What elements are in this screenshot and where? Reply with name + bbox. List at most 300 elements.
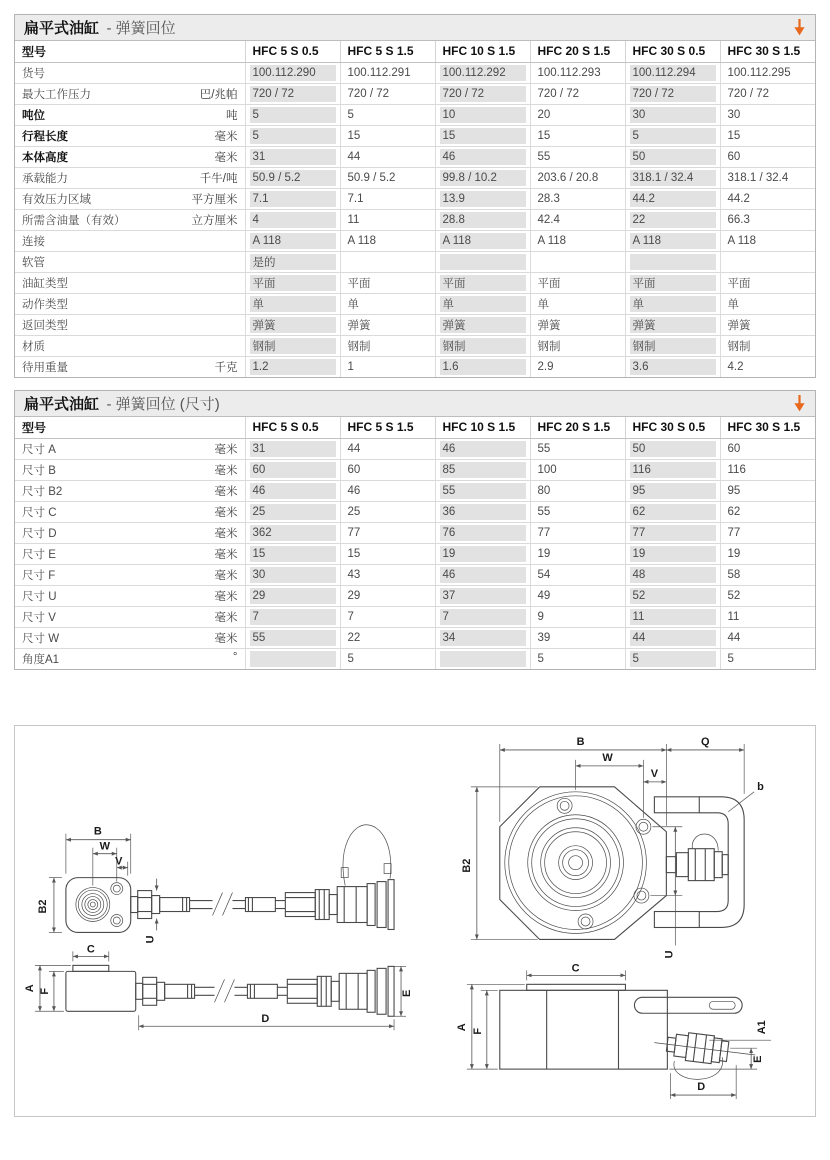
column-header: HFC 30 S 0.5 <box>625 417 720 438</box>
large-side-view-drawing <box>456 962 771 1099</box>
value-cell: 单 <box>340 293 435 314</box>
download-arrow-icon[interactable] <box>792 395 807 412</box>
value-cell: 50.9 / 5.2 <box>245 167 340 188</box>
dim-label-v: V <box>650 767 659 780</box>
row-label: 吨位 <box>22 109 45 122</box>
row-label: 承载能力 <box>22 172 68 185</box>
row-label-cell <box>15 209 245 230</box>
value-cell: 60 <box>245 459 340 480</box>
dim-label-w: W <box>602 751 613 764</box>
value-cell: 31 <box>245 438 340 459</box>
value-cell: A 118 <box>435 230 530 251</box>
column-header: HFC 5 S 0.5 <box>245 417 340 438</box>
spec-table-section <box>14 14 816 378</box>
value-cell: 10 <box>435 104 530 125</box>
value-cell: 7.1 <box>245 188 340 209</box>
row-label: 最大工作压力 <box>22 88 91 101</box>
dim-label-q: Q <box>700 735 710 748</box>
row-label-cell <box>15 272 245 293</box>
value-cell: 25 <box>340 501 435 522</box>
value-cell: 720 / 72 <box>340 83 435 104</box>
value-cell <box>720 251 815 272</box>
row-label: 返回类型 <box>22 319 68 332</box>
value-cell: 弹簧 <box>720 314 815 335</box>
column-header: HFC 30 S 0.5 <box>625 41 720 62</box>
value-cell: 318.1 / 32.4 <box>625 167 720 188</box>
side-view-with-hose-drawing <box>24 943 413 1030</box>
row-unit: 千克 <box>214 361 238 374</box>
value-cell: 54 <box>530 564 625 585</box>
value-cell: 55 <box>435 480 530 501</box>
table-row <box>15 125 815 146</box>
value-cell: 60 <box>720 438 815 459</box>
value-cell <box>625 251 720 272</box>
column-header: HFC 10 S 1.5 <box>435 417 530 438</box>
dimensions-table-section <box>14 390 816 670</box>
row-label-cell <box>15 83 245 104</box>
value-cell: 29 <box>245 585 340 606</box>
row-label: 连接 <box>22 235 45 248</box>
row-unit: 毫米 <box>214 485 238 498</box>
dim-label-d: D <box>697 1081 706 1094</box>
value-cell: 25 <box>245 501 340 522</box>
row-unit: ° <box>232 650 238 663</box>
value-cell <box>245 648 340 669</box>
table-row <box>15 167 815 188</box>
dim-label-d: D <box>261 1013 270 1026</box>
row-label: 材质 <box>22 340 45 353</box>
table-row <box>15 627 815 648</box>
row-label: 尺寸 B <box>22 464 56 477</box>
value-cell: 46 <box>435 564 530 585</box>
table-row <box>15 648 815 669</box>
table-row <box>15 501 815 522</box>
value-cell: 49 <box>530 585 625 606</box>
value-cell: 弹簧 <box>435 314 530 335</box>
value-cell: 5 <box>340 104 435 125</box>
row-unit: 毫米 <box>214 443 238 456</box>
table-title-main: 扁平式油缸 <box>24 396 100 413</box>
row-label-cell <box>15 522 245 543</box>
row-label: 尺寸 V <box>22 611 56 624</box>
table-row <box>15 293 815 314</box>
table-row <box>15 459 815 480</box>
column-header: HFC 5 S 1.5 <box>340 417 435 438</box>
dim-label-f: F <box>471 1027 484 1035</box>
value-cell: 77 <box>720 522 815 543</box>
value-cell: 5 <box>625 648 720 669</box>
value-cell: 15 <box>340 543 435 564</box>
value-cell: 弹簧 <box>245 314 340 335</box>
table-title <box>24 17 176 38</box>
large-front-view-drawing <box>461 736 764 958</box>
column-header: HFC 20 S 1.5 <box>530 41 625 62</box>
table-row <box>15 335 815 356</box>
row-unit: 毫米 <box>214 632 238 645</box>
column-header: HFC 20 S 1.5 <box>530 417 625 438</box>
row-unit: 毫米 <box>214 611 238 624</box>
value-cell: 11 <box>720 606 815 627</box>
value-cell: 48 <box>625 564 720 585</box>
value-cell: 720 / 72 <box>720 83 815 104</box>
table-row <box>15 585 815 606</box>
value-cell: 5 <box>625 125 720 146</box>
value-cell: 15 <box>245 543 340 564</box>
value-cell: 60 <box>340 459 435 480</box>
value-cell: 28.3 <box>530 188 625 209</box>
dim-label-c: C <box>86 943 95 956</box>
value-cell: 46 <box>340 480 435 501</box>
value-cell: 11 <box>340 209 435 230</box>
column-header: HFC 5 S 1.5 <box>340 41 435 62</box>
value-cell: 39 <box>530 627 625 648</box>
value-cell: 85 <box>435 459 530 480</box>
column-header: HFC 30 S 1.5 <box>720 41 815 62</box>
table-row <box>15 104 815 125</box>
value-cell: 95 <box>625 480 720 501</box>
value-cell: 50 <box>625 146 720 167</box>
spec-table <box>15 41 815 377</box>
value-cell: 44.2 <box>720 188 815 209</box>
table-row <box>15 522 815 543</box>
table-row <box>15 83 815 104</box>
value-cell: 34 <box>435 627 530 648</box>
table-row <box>15 606 815 627</box>
value-cell: 5 <box>245 104 340 125</box>
value-cell: 平面 <box>245 272 340 293</box>
row-label: 尺寸 W <box>22 632 60 645</box>
value-cell: 100.112.291 <box>340 62 435 83</box>
value-cell: 19 <box>435 543 530 564</box>
value-cell: 100.112.292 <box>435 62 530 83</box>
value-cell: 362 <box>245 522 340 543</box>
value-cell: 弹簧 <box>625 314 720 335</box>
value-cell <box>530 251 625 272</box>
value-cell: 77 <box>625 522 720 543</box>
table-row <box>15 146 815 167</box>
dim-label-w: W <box>99 840 110 853</box>
column-header-row <box>15 41 815 62</box>
row-label: 尺寸 U <box>22 590 57 603</box>
table-row <box>15 564 815 585</box>
value-cell: 5 <box>530 648 625 669</box>
row-unit: 毫米 <box>214 590 238 603</box>
value-cell: 钢制 <box>530 335 625 356</box>
value-cell: 62 <box>625 501 720 522</box>
value-cell: 19 <box>720 543 815 564</box>
row-unit: 毫米 <box>214 151 238 164</box>
dim-label-a: A <box>455 1023 468 1032</box>
value-cell: A 118 <box>245 230 340 251</box>
table-row <box>15 272 815 293</box>
value-cell: 720 / 72 <box>435 83 530 104</box>
value-cell: 1.2 <box>245 356 340 377</box>
row-label-cell <box>15 564 245 585</box>
value-cell: 55 <box>530 501 625 522</box>
value-cell: 22 <box>625 209 720 230</box>
row-unit: 毫米 <box>214 527 238 540</box>
value-cell: 100.112.294 <box>625 62 720 83</box>
dim-label-a: A <box>23 984 36 993</box>
value-cell: 44 <box>340 146 435 167</box>
row-label: 角度A1 <box>22 653 60 666</box>
value-cell: 平面 <box>435 272 530 293</box>
row-label: 有效压力区域 <box>22 193 91 206</box>
row-unit: 千牛/吨 <box>199 172 238 185</box>
value-cell: 66.3 <box>720 209 815 230</box>
value-cell: 42.4 <box>530 209 625 230</box>
dim-label-c: C <box>571 962 580 975</box>
value-cell: 29 <box>340 585 435 606</box>
row-label: 软管 <box>22 256 45 269</box>
value-cell: 单 <box>245 293 340 314</box>
dim-label-v: V <box>115 855 123 868</box>
value-cell: 99.8 / 10.2 <box>435 167 530 188</box>
row-label: 尺寸 C <box>22 506 57 519</box>
row-label: 油缸类型 <box>22 277 68 290</box>
technical-drawings <box>15 726 815 1116</box>
value-cell: 52 <box>720 585 815 606</box>
value-cell: 76 <box>435 522 530 543</box>
value-cell: 30 <box>625 104 720 125</box>
table-row <box>15 251 815 272</box>
value-cell: 52 <box>625 585 720 606</box>
value-cell: 44.2 <box>625 188 720 209</box>
row-label: 尺寸 F <box>22 569 56 582</box>
column-header-row <box>15 417 815 438</box>
value-cell: 15 <box>530 125 625 146</box>
value-cell: A 118 <box>530 230 625 251</box>
value-cell: 钢制 <box>245 335 340 356</box>
row-label-cell <box>15 146 245 167</box>
row-label-cell <box>15 356 245 377</box>
table-title-sub: - 弹簧回位 <box>106 20 176 37</box>
row-label-cell <box>15 585 245 606</box>
value-cell: 50 <box>625 438 720 459</box>
value-cell: 62 <box>720 501 815 522</box>
technical-drawings-panel <box>14 725 816 1117</box>
value-cell: 单 <box>720 293 815 314</box>
value-cell: 80 <box>530 480 625 501</box>
row-label-cell <box>15 543 245 564</box>
value-cell: 20 <box>530 104 625 125</box>
value-cell: 720 / 72 <box>530 83 625 104</box>
dim-label-e: E <box>401 989 414 997</box>
value-cell: 77 <box>340 522 435 543</box>
column-header: HFC 10 S 1.5 <box>435 41 530 62</box>
row-label: 尺寸 A <box>22 443 56 456</box>
table-title-bar <box>15 15 815 41</box>
row-unit: 毫米 <box>214 548 238 561</box>
row-unit: 毫米 <box>214 130 238 143</box>
value-cell: 30 <box>720 104 815 125</box>
value-cell: 203.6 / 20.8 <box>530 167 625 188</box>
row-label: 待用重量 <box>22 361 68 374</box>
value-cell: 1 <box>340 356 435 377</box>
value-cell: 15 <box>720 125 815 146</box>
value-cell: 7 <box>435 606 530 627</box>
row-label: 动作类型 <box>22 298 68 311</box>
value-cell: 43 <box>340 564 435 585</box>
value-cell: 是的 <box>245 251 340 272</box>
table-title <box>24 393 220 414</box>
table-row <box>15 188 815 209</box>
value-cell: 4.2 <box>720 356 815 377</box>
value-cell: 15 <box>340 125 435 146</box>
row-label-cell <box>15 335 245 356</box>
row-label-cell <box>15 251 245 272</box>
row-label-cell <box>15 501 245 522</box>
value-cell: 116 <box>720 459 815 480</box>
value-cell: 5 <box>245 125 340 146</box>
value-cell: 平面 <box>625 272 720 293</box>
value-cell: A 118 <box>720 230 815 251</box>
value-cell: 318.1 / 32.4 <box>720 167 815 188</box>
row-unit: 吨 <box>226 109 238 122</box>
value-cell: 100 <box>530 459 625 480</box>
value-cell: 钢制 <box>625 335 720 356</box>
column-header-model: 型号 <box>15 41 245 62</box>
value-cell: 5 <box>340 648 435 669</box>
value-cell <box>435 251 530 272</box>
row-label: 货号 <box>22 67 45 80</box>
value-cell: 平面 <box>720 272 815 293</box>
value-cell: A 118 <box>625 230 720 251</box>
value-cell: 44 <box>720 627 815 648</box>
handle-leader-label: b <box>757 780 764 793</box>
column-header: HFC 5 S 0.5 <box>245 41 340 62</box>
column-header-model: 型号 <box>15 417 245 438</box>
value-cell: 95 <box>720 480 815 501</box>
value-cell: 7.1 <box>340 188 435 209</box>
value-cell: 单 <box>625 293 720 314</box>
value-cell: 4 <box>245 209 340 230</box>
value-cell: 37 <box>435 585 530 606</box>
value-cell: 19 <box>530 543 625 564</box>
row-label-cell <box>15 314 245 335</box>
row-label: 尺寸 D <box>22 527 57 540</box>
value-cell: 单 <box>530 293 625 314</box>
value-cell: 46 <box>245 480 340 501</box>
row-label-cell <box>15 167 245 188</box>
dim-label-e: E <box>752 1055 765 1063</box>
value-cell: 50.9 / 5.2 <box>340 167 435 188</box>
row-label: 尺寸 B2 <box>22 485 63 498</box>
value-cell: 116 <box>625 459 720 480</box>
value-cell: 19 <box>625 543 720 564</box>
table-row <box>15 314 815 335</box>
row-label-cell <box>15 459 245 480</box>
dim-label-f: F <box>38 987 51 995</box>
table-row <box>15 356 815 377</box>
value-cell: 720 / 72 <box>245 83 340 104</box>
table-row <box>15 480 815 501</box>
value-cell: 77 <box>530 522 625 543</box>
table-title-main: 扁平式油缸 <box>24 20 100 37</box>
value-cell: 36 <box>435 501 530 522</box>
value-cell: 15 <box>435 125 530 146</box>
value-cell: 31 <box>245 146 340 167</box>
row-label-cell <box>15 627 245 648</box>
row-unit: 毫米 <box>214 506 238 519</box>
row-label: 行程长度 <box>22 130 68 143</box>
value-cell: 46 <box>435 438 530 459</box>
row-unit: 立方厘米 <box>191 214 238 227</box>
value-cell: 弹簧 <box>530 314 625 335</box>
value-cell: 720 / 72 <box>625 83 720 104</box>
value-cell: 58 <box>720 564 815 585</box>
front-view-with-hose-drawing <box>37 825 394 944</box>
value-cell: 2.9 <box>530 356 625 377</box>
value-cell: 11 <box>625 606 720 627</box>
value-cell: 46 <box>435 146 530 167</box>
table-title-sub: - 弹簧回位 (尺寸) <box>106 396 220 413</box>
value-cell: 3.6 <box>625 356 720 377</box>
value-cell: 钢制 <box>720 335 815 356</box>
dim-label-b: B <box>576 735 585 748</box>
value-cell: 7 <box>340 606 435 627</box>
table-row <box>15 209 815 230</box>
row-label-cell <box>15 125 245 146</box>
column-header: HFC 30 S 1.5 <box>720 417 815 438</box>
row-unit: 毫米 <box>214 569 238 582</box>
row-label-cell <box>15 230 245 251</box>
dim-label-b2: B2 <box>460 858 473 873</box>
value-cell: 钢制 <box>435 335 530 356</box>
dim-label-u: U <box>663 950 676 959</box>
table-row <box>15 62 815 83</box>
value-cell: 55 <box>245 627 340 648</box>
value-cell: 100.112.295 <box>720 62 815 83</box>
row-label-cell <box>15 188 245 209</box>
value-cell: 平面 <box>530 272 625 293</box>
row-label-cell <box>15 62 245 83</box>
value-cell: 9 <box>530 606 625 627</box>
dim-label-b: B <box>93 825 102 838</box>
value-cell: 钢制 <box>340 335 435 356</box>
table-row <box>15 438 815 459</box>
row-label: 所需含油量（有效） <box>22 214 126 227</box>
row-label-cell <box>15 104 245 125</box>
value-cell: 13.9 <box>435 188 530 209</box>
value-cell: 5 <box>720 648 815 669</box>
table-row <box>15 543 815 564</box>
value-cell: 55 <box>530 146 625 167</box>
value-cell <box>435 648 530 669</box>
value-cell: 100.112.293 <box>530 62 625 83</box>
dim-label-u: U <box>144 935 157 944</box>
value-cell: 30 <box>245 564 340 585</box>
row-label: 本体高度 <box>22 151 68 164</box>
row-label-cell <box>15 480 245 501</box>
value-cell: 100.112.290 <box>245 62 340 83</box>
value-cell: 7 <box>245 606 340 627</box>
dim-label-b2: B2 <box>36 899 49 914</box>
value-cell: 44 <box>340 438 435 459</box>
value-cell: 22 <box>340 627 435 648</box>
value-cell <box>340 251 435 272</box>
dimensions-table <box>15 417 815 669</box>
row-unit: 毫米 <box>214 464 238 477</box>
table-row <box>15 230 815 251</box>
download-arrow-icon[interactable] <box>792 19 807 36</box>
table-title-bar <box>15 391 815 417</box>
row-label-cell <box>15 648 245 669</box>
row-label-cell <box>15 293 245 314</box>
value-cell: 55 <box>530 438 625 459</box>
value-cell: 平面 <box>340 272 435 293</box>
value-cell: 60 <box>720 146 815 167</box>
